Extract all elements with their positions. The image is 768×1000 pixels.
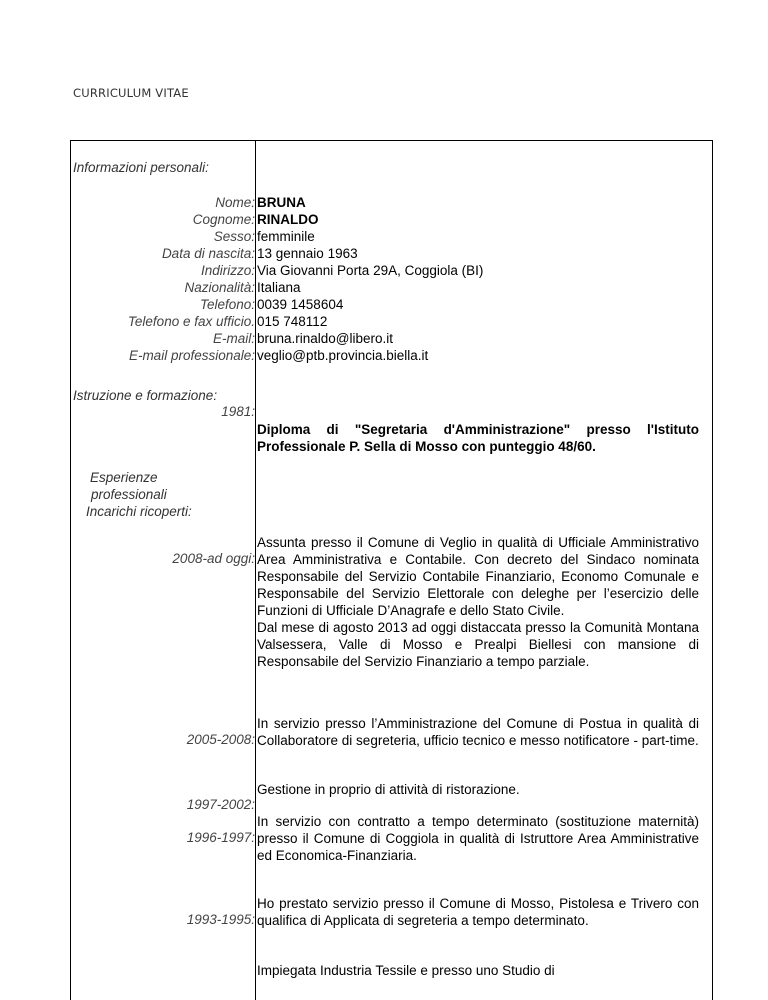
- personal-row: [0, 330, 768, 347]
- field-label: Telefono e fax ufficio.: [127, 314, 255, 329]
- experience-entry: [257, 781, 699, 798]
- field-value: femminile: [257, 229, 315, 244]
- field-value: RINALDO: [257, 212, 319, 227]
- field-label: Telefono:: [199, 297, 255, 312]
- experience-entry: [257, 715, 699, 749]
- field-value: Italiana: [257, 280, 301, 295]
- experience-entry: [257, 895, 699, 929]
- experience-paragraph: Impiegata Industria Tessile e presso uno Studio di: [257, 963, 555, 978]
- experience-date: 2005-2008:: [186, 732, 255, 747]
- field-label: E-mail:: [212, 331, 255, 346]
- education-year: 1981:: [221, 404, 255, 419]
- experience-paragraph: Ho prestato servizio presso il Comune di Mosso, Pistolesa e Trivero con qualifica di Applicata di segreteria a tempo determinato.: [257, 896, 699, 928]
- field-value: BRUNA: [257, 195, 306, 210]
- experience-date: 1993-1995:: [186, 912, 255, 927]
- experience-date: 1997-2002:: [186, 797, 255, 812]
- field-value: 0039 1458604: [257, 297, 344, 312]
- personal-row: [0, 228, 768, 245]
- experience-date: 2008-ad oggi:: [172, 551, 255, 566]
- experience-entry: [257, 534, 699, 670]
- personal-row: [0, 279, 768, 296]
- experience-paragraph: Assunta presso il Comune di Veglio in qualità di Ufficiale Amministrativo Area Amministrativa e Contabile. Con decreto del Sindaco nominata Responsabile del Servizio Contabile Finanziario, Economo Comunale e Responsabile del Servizio Elettorale con deleghe per l’esercizio delle Funzioni di Ufficiale D’Anagrafe e dello Stato Civile.: [257, 535, 699, 618]
- section-personal-heading: Informazioni personali:: [73, 160, 209, 175]
- field-label: Nome:: [215, 195, 255, 210]
- field-label: Nazionalità:: [184, 280, 255, 295]
- field-value: Via Giovanni Porta 29A, Coggiola (BI): [257, 263, 484, 278]
- document-title: CURRICULUM VITAE: [73, 86, 189, 100]
- personal-row: [0, 262, 768, 279]
- field-label: Cognome:: [192, 212, 255, 227]
- field-label: E-mail professionale:: [128, 348, 255, 363]
- personal-row: [0, 296, 768, 313]
- experience-paragraph: Dal mese di agosto 2013 ad oggi distaccata presso la Comunità Montana Valsessera, Valle di Mosso e Prealpi Biellesi con mansione di Responsabile del Servizio Finanziario a tempo parziale.: [257, 620, 699, 669]
- personal-row: [0, 194, 768, 211]
- experience-paragraph: In servizio presso l’Amministrazione del Comune di Postua in qualità di Collaboratore di segreteria, ufficio tecnico e messo notificatore - part-time.: [257, 716, 699, 748]
- experience-entry: [257, 962, 699, 979]
- field-label: Indirizzo:: [200, 263, 255, 278]
- experience-heading-line: Incarichi ricoperti:: [86, 504, 192, 519]
- experience-paragraph: Gestione in proprio di attività di ristorazione.: [257, 782, 520, 797]
- section-education-heading: Istruzione e formazione:: [73, 388, 218, 403]
- experience-entry: [257, 813, 699, 864]
- experience-paragraph: In servizio con contratto a tempo determinato (sostituzione maternità) presso il Comune di Coggiola in qualità di Istruttore Area Amministrative ed Economica-Finanziaria.: [257, 814, 699, 863]
- field-label: Sesso:: [213, 229, 255, 244]
- personal-row: [0, 211, 768, 228]
- email-professional-value: veglio@ptb.provincia.biella.it: [257, 348, 429, 363]
- field-value: 015 748112: [257, 314, 328, 329]
- education-text: Diploma di "Segretaria d'Amministrazione" presso l'Istituto Professionale P. Sella di Mosso con punteggio 48/60.: [257, 422, 699, 454]
- experience-heading-line: Esperienze: [90, 470, 158, 485]
- field-value: 13 gennaio 1963: [257, 246, 358, 261]
- personal-row: [0, 313, 768, 330]
- field-label: Data di nascita:: [161, 246, 255, 261]
- personal-row: [0, 347, 768, 364]
- experience-date: 1996-1997:: [186, 830, 255, 845]
- email-value: bruna.rinaldo@libero.it: [257, 331, 394, 346]
- section-experience-heading: [86, 469, 192, 520]
- experience-heading-line: professionali: [91, 487, 167, 502]
- personal-info-list: [0, 194, 768, 364]
- personal-row: [0, 245, 768, 262]
